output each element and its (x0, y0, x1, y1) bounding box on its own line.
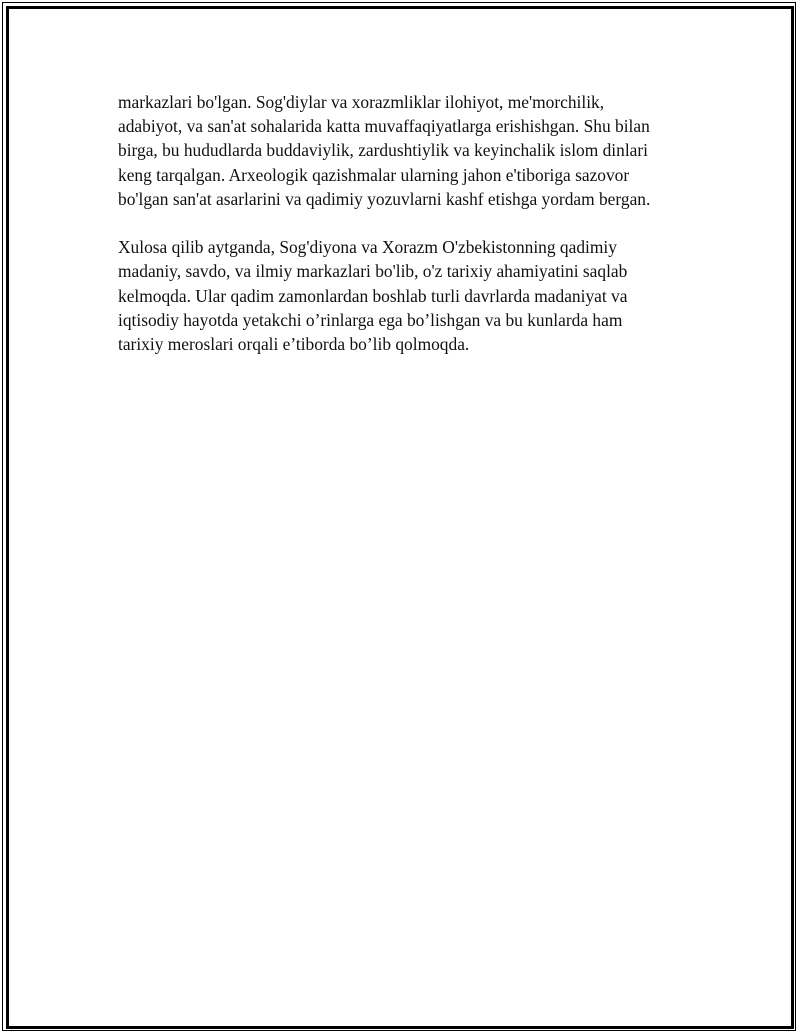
text-line: birga, bu hududlarda buddaviylik, zardushtiylik va keyinchalik islom dinlari (118, 140, 648, 161)
text-line: keng tarqalgan. Arxeologik qazishmalar ularning jahon e'tiboriga sazovor (118, 164, 630, 185)
text-line: Xulosa qilib aytganda, Sog'diyona va Xorazm O'zbekistonning qadimiy (118, 237, 617, 258)
text-line: iqtisodiy hayotda yetakchi o’rinlarga ega bo’lishgan va bu kunlarda ham (118, 309, 623, 330)
text-line: kelmoqda. Ular qadim zamonlardan boshlab turli davrlarda madaniyat va (118, 285, 628, 306)
text-line: bo'lgan san'at asarlarini va qadimiy yozuvlarni kashf etishga yordam bergan. (118, 188, 651, 209)
text-line: adabiyot, va san'at sohalarida katta muvaffaqiyatlarga erishishgan. Shu bilan (118, 116, 650, 137)
text-line: tarixiy meroslari orqali e’tiborda bo’lib qolmoqda. (118, 334, 470, 355)
paragraph-history-achievements (118, 90, 698, 211)
paragraph-conclusion (118, 235, 698, 356)
text-line: markazlari bo'lgan. Sog'diylar va xorazmliklar ilohiyot, me'morchilik, (118, 92, 605, 112)
text-line: madaniy, savdo, va ilmiy markazlari bo'lib, o'z tarixiy ahamiyatini saqlab (118, 261, 628, 282)
document-body (118, 90, 698, 380)
